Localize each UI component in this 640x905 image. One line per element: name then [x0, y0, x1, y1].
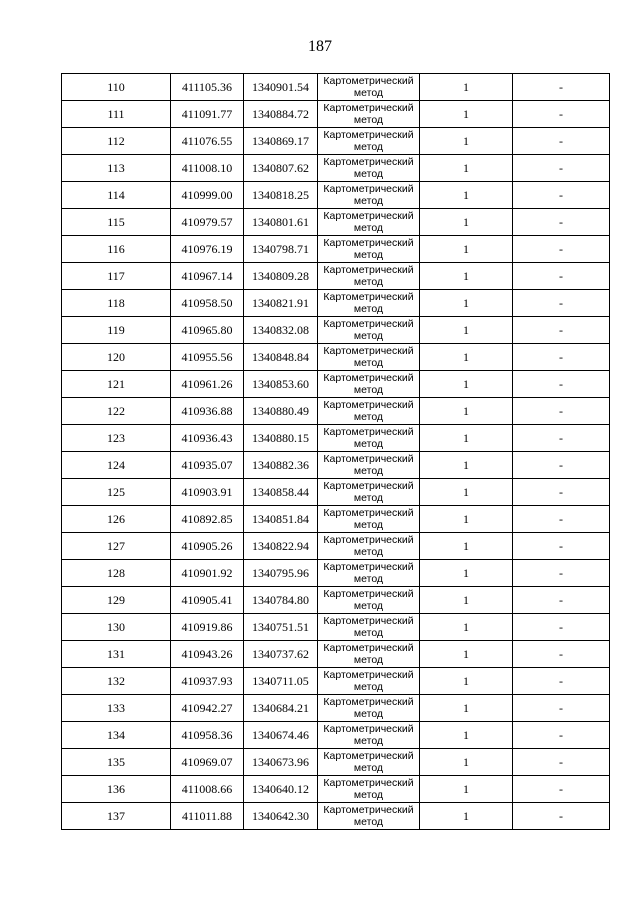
x-coordinate-cell: 410999.00: [171, 182, 244, 209]
y-coordinate-cell: 1340869.17: [244, 128, 318, 155]
method-cell: [318, 668, 420, 695]
note-cell: -: [513, 452, 610, 479]
method-line1: Картометрический: [323, 804, 414, 816]
x-coordinate-cell: 410901.92: [171, 560, 244, 587]
method-line2: метод: [353, 681, 384, 693]
accuracy-cell: 1: [420, 614, 513, 641]
y-coordinate-cell: 1340880.49: [244, 398, 318, 425]
point-number-cell: 126: [62, 506, 171, 533]
table-row: [62, 155, 610, 182]
method-line2: метод: [353, 789, 384, 801]
method-line2: метод: [353, 141, 384, 153]
accuracy-cell: 1: [420, 668, 513, 695]
method-line1: Картометрический: [323, 264, 414, 276]
method-line2: метод: [353, 816, 384, 828]
method-line1: Картометрический: [323, 669, 414, 681]
y-coordinate-cell: 1340640.12: [244, 776, 318, 803]
method-cell: [318, 587, 420, 614]
method-line1: Картометрический: [323, 642, 414, 654]
note-cell: -: [513, 479, 610, 506]
y-coordinate-cell: 1340822.94: [244, 533, 318, 560]
method-cell: [318, 506, 420, 533]
method-line2: метод: [353, 168, 384, 180]
note-cell: -: [513, 587, 610, 614]
method-cell: [318, 641, 420, 668]
method-line2: метод: [353, 600, 384, 612]
point-number-cell: 131: [62, 641, 171, 668]
note-cell: -: [513, 182, 610, 209]
method-cell: [318, 560, 420, 587]
method-line2: метод: [353, 303, 384, 315]
method-cell: [318, 74, 420, 101]
x-coordinate-cell: 411008.66: [171, 776, 244, 803]
note-cell: -: [513, 506, 610, 533]
table-row: [62, 371, 610, 398]
table-row: [62, 398, 610, 425]
method-line1: Картометрический: [323, 210, 414, 222]
method-line1: Картометрический: [323, 534, 414, 546]
x-coordinate-cell: 410892.85: [171, 506, 244, 533]
method-line1: Картометрический: [323, 318, 414, 330]
method-line1: Картометрический: [323, 453, 414, 465]
accuracy-cell: 1: [420, 533, 513, 560]
note-cell: -: [513, 803, 610, 830]
method-cell: [318, 452, 420, 479]
x-coordinate-cell: 411008.10: [171, 155, 244, 182]
accuracy-cell: 1: [420, 749, 513, 776]
table-row: [62, 101, 610, 128]
point-number-cell: 121: [62, 371, 171, 398]
x-coordinate-cell: 410942.27: [171, 695, 244, 722]
accuracy-cell: 1: [420, 587, 513, 614]
point-number-cell: 120: [62, 344, 171, 371]
point-number-cell: 132: [62, 668, 171, 695]
method-cell: [318, 371, 420, 398]
method-line2: метод: [353, 519, 384, 531]
method-cell: [318, 479, 420, 506]
x-coordinate-cell: 410903.91: [171, 479, 244, 506]
method-line2: метод: [353, 330, 384, 342]
x-coordinate-cell: 411091.77: [171, 101, 244, 128]
method-line1: Картометрический: [323, 183, 414, 195]
method-cell: [318, 722, 420, 749]
point-number-cell: 129: [62, 587, 171, 614]
method-line2: метод: [353, 708, 384, 720]
x-coordinate-cell: 410967.14: [171, 263, 244, 290]
note-cell: -: [513, 776, 610, 803]
table-row: [62, 776, 610, 803]
accuracy-cell: 1: [420, 155, 513, 182]
method-line2: метод: [353, 465, 384, 477]
y-coordinate-cell: 1340848.84: [244, 344, 318, 371]
y-coordinate-cell: 1340853.60: [244, 371, 318, 398]
method-cell: [318, 209, 420, 236]
method-line1: Картометрический: [323, 723, 414, 735]
method-line2: метод: [353, 411, 384, 423]
point-number-cell: 122: [62, 398, 171, 425]
method-line1: Картометрический: [323, 372, 414, 384]
method-line2: метод: [353, 735, 384, 747]
method-cell: [318, 101, 420, 128]
note-cell: -: [513, 290, 610, 317]
method-line1: Картометрический: [323, 129, 414, 141]
method-cell: [318, 128, 420, 155]
method-cell: [318, 749, 420, 776]
table-row: [62, 290, 610, 317]
table-row: [62, 749, 610, 776]
method-cell: [318, 236, 420, 263]
method-line1: Картометрический: [323, 399, 414, 411]
note-cell: -: [513, 614, 610, 641]
accuracy-cell: 1: [420, 74, 513, 101]
point-number-cell: 135: [62, 749, 171, 776]
x-coordinate-cell: 410965.80: [171, 317, 244, 344]
accuracy-cell: 1: [420, 641, 513, 668]
point-number-cell: 118: [62, 290, 171, 317]
method-line2: метод: [353, 87, 384, 99]
y-coordinate-cell: 1340821.91: [244, 290, 318, 317]
y-coordinate-cell: 1340880.15: [244, 425, 318, 452]
x-coordinate-cell: 410936.43: [171, 425, 244, 452]
method-cell: [318, 776, 420, 803]
note-cell: -: [513, 74, 610, 101]
note-cell: -: [513, 209, 610, 236]
accuracy-cell: 1: [420, 425, 513, 452]
table-row: [62, 722, 610, 749]
method-line1: Картометрический: [323, 777, 414, 789]
method-line2: метод: [353, 357, 384, 369]
method-line2: метод: [353, 627, 384, 639]
y-coordinate-cell: 1340807.62: [244, 155, 318, 182]
accuracy-cell: 1: [420, 209, 513, 236]
table-row: [62, 74, 610, 101]
table-row: [62, 425, 610, 452]
y-coordinate-cell: 1340809.28: [244, 263, 318, 290]
table-row: [62, 236, 610, 263]
method-line2: метод: [353, 114, 384, 126]
accuracy-cell: 1: [420, 371, 513, 398]
method-line1: Картометрический: [323, 75, 414, 87]
page-number: 187: [308, 38, 332, 55]
note-cell: -: [513, 128, 610, 155]
method-line1: Картометрический: [323, 561, 414, 573]
method-cell: [318, 695, 420, 722]
method-line1: Картометрический: [323, 426, 414, 438]
table-row: [62, 209, 610, 236]
y-coordinate-cell: 1340684.21: [244, 695, 318, 722]
point-number-cell: 114: [62, 182, 171, 209]
point-number-cell: 134: [62, 722, 171, 749]
x-coordinate-cell: 410919.86: [171, 614, 244, 641]
method-line1: Картометрический: [323, 156, 414, 168]
table-row: [62, 533, 610, 560]
table-row: [62, 344, 610, 371]
y-coordinate-cell: 1340882.36: [244, 452, 318, 479]
accuracy-cell: 1: [420, 182, 513, 209]
method-cell: [318, 263, 420, 290]
accuracy-cell: 1: [420, 722, 513, 749]
y-coordinate-cell: 1340737.62: [244, 641, 318, 668]
method-line2: метод: [353, 222, 384, 234]
method-line1: Картометрический: [323, 291, 414, 303]
point-number-cell: 112: [62, 128, 171, 155]
note-cell: -: [513, 398, 610, 425]
accuracy-cell: 1: [420, 236, 513, 263]
y-coordinate-cell: 1340751.51: [244, 614, 318, 641]
x-coordinate-cell: 410935.07: [171, 452, 244, 479]
point-number-cell: 128: [62, 560, 171, 587]
accuracy-cell: 1: [420, 695, 513, 722]
table-row: [62, 668, 610, 695]
accuracy-cell: 1: [420, 479, 513, 506]
accuracy-cell: 1: [420, 398, 513, 425]
accuracy-cell: 1: [420, 128, 513, 155]
method-cell: [318, 344, 420, 371]
point-number-cell: 124: [62, 452, 171, 479]
method-cell: [318, 425, 420, 452]
accuracy-cell: 1: [420, 776, 513, 803]
accuracy-cell: 1: [420, 803, 513, 830]
y-coordinate-cell: 1340798.71: [244, 236, 318, 263]
x-coordinate-cell: 410979.57: [171, 209, 244, 236]
x-coordinate-cell: 411105.36: [171, 74, 244, 101]
table-row: [62, 587, 610, 614]
method-line2: метод: [353, 195, 384, 207]
table-row: [62, 128, 610, 155]
method-line2: метод: [353, 762, 384, 774]
method-line2: метод: [353, 438, 384, 450]
method-line2: метод: [353, 654, 384, 666]
note-cell: -: [513, 560, 610, 587]
coordinates-table: [61, 73, 610, 830]
x-coordinate-cell: 410905.41: [171, 587, 244, 614]
x-coordinate-cell: 410958.36: [171, 722, 244, 749]
x-coordinate-cell: 410937.93: [171, 668, 244, 695]
note-cell: -: [513, 101, 610, 128]
table-body: [62, 74, 610, 830]
method-line2: метод: [353, 249, 384, 261]
note-cell: -: [513, 236, 610, 263]
method-line1: Картометрический: [323, 750, 414, 762]
accuracy-cell: 1: [420, 452, 513, 479]
method-cell: [318, 803, 420, 830]
point-number-cell: 125: [62, 479, 171, 506]
point-number-cell: 137: [62, 803, 171, 830]
method-line1: Картометрический: [323, 696, 414, 708]
point-number-cell: 117: [62, 263, 171, 290]
note-cell: -: [513, 155, 610, 182]
point-number-cell: 110: [62, 74, 171, 101]
y-coordinate-cell: 1340673.96: [244, 749, 318, 776]
point-number-cell: 115: [62, 209, 171, 236]
point-number-cell: 127: [62, 533, 171, 560]
table-row: [62, 182, 610, 209]
x-coordinate-cell: 410936.88: [171, 398, 244, 425]
method-line1: Картометрический: [323, 615, 414, 627]
point-number-cell: 113: [62, 155, 171, 182]
method-line2: метод: [353, 384, 384, 396]
point-number-cell: 133: [62, 695, 171, 722]
point-number-cell: 130: [62, 614, 171, 641]
method-line1: Картометрический: [323, 237, 414, 249]
table-row: [62, 641, 610, 668]
y-coordinate-cell: 1340858.44: [244, 479, 318, 506]
method-cell: [318, 398, 420, 425]
note-cell: -: [513, 722, 610, 749]
method-line1: Картометрический: [323, 345, 414, 357]
y-coordinate-cell: 1340801.61: [244, 209, 318, 236]
x-coordinate-cell: 410943.26: [171, 641, 244, 668]
x-coordinate-cell: 410976.19: [171, 236, 244, 263]
method-line2: метод: [353, 492, 384, 504]
point-number-cell: 123: [62, 425, 171, 452]
note-cell: -: [513, 533, 610, 560]
x-coordinate-cell: 410955.56: [171, 344, 244, 371]
point-number-cell: 116: [62, 236, 171, 263]
x-coordinate-cell: 411011.88: [171, 803, 244, 830]
method-line1: Картометрический: [323, 507, 414, 519]
method-line1: Картометрический: [323, 588, 414, 600]
accuracy-cell: 1: [420, 290, 513, 317]
method-cell: [318, 317, 420, 344]
x-coordinate-cell: 411076.55: [171, 128, 244, 155]
table-row: [62, 560, 610, 587]
method-line2: метод: [353, 573, 384, 585]
method-cell: [318, 290, 420, 317]
method-line1: Картометрический: [323, 102, 414, 114]
table-row: [62, 452, 610, 479]
x-coordinate-cell: 410961.26: [171, 371, 244, 398]
point-number-cell: 119: [62, 317, 171, 344]
note-cell: -: [513, 263, 610, 290]
note-cell: -: [513, 317, 610, 344]
accuracy-cell: 1: [420, 344, 513, 371]
point-number-cell: 136: [62, 776, 171, 803]
note-cell: -: [513, 425, 610, 452]
accuracy-cell: 1: [420, 317, 513, 344]
table-row: [62, 506, 610, 533]
table-row: [62, 263, 610, 290]
method-line2: метод: [353, 546, 384, 558]
table-row: [62, 479, 610, 506]
accuracy-cell: 1: [420, 101, 513, 128]
accuracy-cell: 1: [420, 263, 513, 290]
table-row: [62, 803, 610, 830]
y-coordinate-cell: 1340901.54: [244, 74, 318, 101]
method-cell: [318, 182, 420, 209]
x-coordinate-cell: 410969.07: [171, 749, 244, 776]
table-row: [62, 317, 610, 344]
note-cell: -: [513, 371, 610, 398]
y-coordinate-cell: 1340884.72: [244, 101, 318, 128]
method-cell: [318, 155, 420, 182]
accuracy-cell: 1: [420, 506, 513, 533]
y-coordinate-cell: 1340851.84: [244, 506, 318, 533]
note-cell: -: [513, 668, 610, 695]
note-cell: -: [513, 695, 610, 722]
y-coordinate-cell: 1340674.46: [244, 722, 318, 749]
table-row: [62, 614, 610, 641]
method-line2: метод: [353, 276, 384, 288]
x-coordinate-cell: 410905.26: [171, 533, 244, 560]
note-cell: -: [513, 344, 610, 371]
table-row: [62, 695, 610, 722]
y-coordinate-cell: 1340642.30: [244, 803, 318, 830]
y-coordinate-cell: 1340784.80: [244, 587, 318, 614]
y-coordinate-cell: 1340818.25: [244, 182, 318, 209]
method-cell: [318, 533, 420, 560]
y-coordinate-cell: 1340832.08: [244, 317, 318, 344]
point-number-cell: 111: [62, 101, 171, 128]
accuracy-cell: 1: [420, 560, 513, 587]
method-cell: [318, 614, 420, 641]
y-coordinate-cell: 1340795.96: [244, 560, 318, 587]
method-line1: Картометрический: [323, 480, 414, 492]
note-cell: -: [513, 749, 610, 776]
note-cell: -: [513, 641, 610, 668]
y-coordinate-cell: 1340711.05: [244, 668, 318, 695]
x-coordinate-cell: 410958.50: [171, 290, 244, 317]
